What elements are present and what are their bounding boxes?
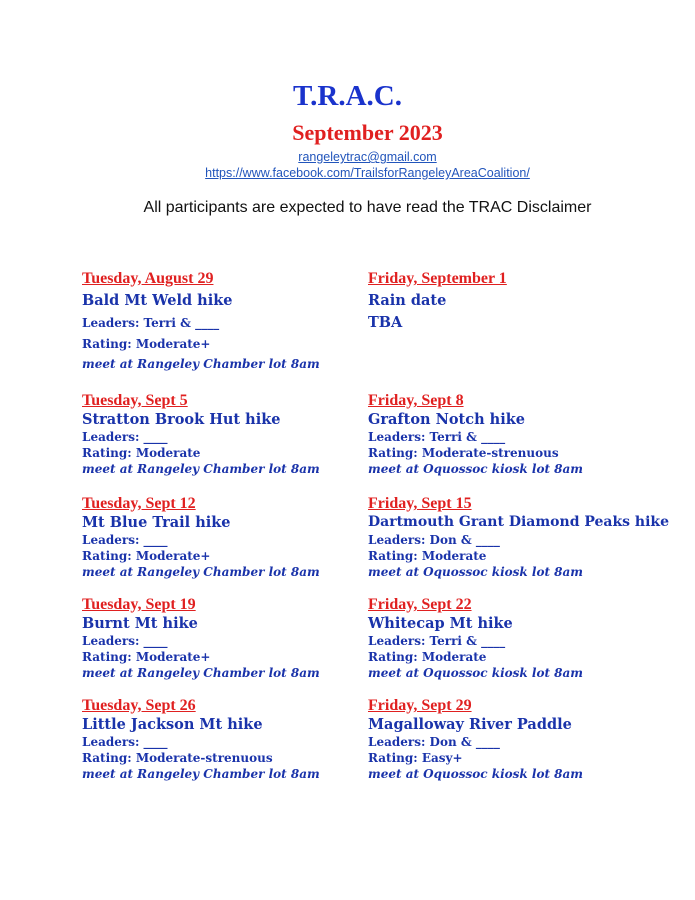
facebook-link[interactable]: https://www.facebook.com/TrailsforRangeleyAreaCoalition/ [205, 166, 530, 180]
event-leaders: Leaders: Terri & ____ [368, 634, 506, 648]
event-title: Rain date [368, 292, 447, 309]
event-leaders: Leaders: Don & ____ [368, 533, 500, 547]
event-date: Friday, Sept 8 [368, 392, 464, 409]
event-title: Grafton Notch hike [368, 411, 525, 428]
event-rating: Rating: Moderate-strenuous [82, 751, 273, 765]
event-date: Friday, Sept 15 [368, 495, 472, 512]
event-title: Dartmouth Grant Diamond Peaks hike [368, 514, 670, 530]
event-leaders: Leaders: ____ [82, 634, 168, 648]
event-date: Tuesday, August 29 [82, 270, 214, 287]
event-meet: meet at Oquossoc kiosk lot 8am [368, 767, 583, 781]
event-card [368, 270, 688, 332]
event-date: Friday, Sept 22 [368, 596, 472, 613]
event-title: Burnt Mt hike [82, 615, 198, 632]
event-leaders: TBA [368, 314, 403, 331]
event-date: Tuesday, Sept 12 [82, 495, 196, 512]
event-rating: Rating: Moderate-strenuous [368, 446, 559, 460]
event-rating: Rating: Moderate [82, 446, 201, 460]
event-date: Tuesday, Sept 5 [82, 392, 188, 409]
event-card [368, 697, 688, 782]
event-card [368, 495, 668, 580]
event-leaders: Leaders: ____ [82, 533, 168, 547]
event-meet: meet at Oquossoc kiosk lot 8am [368, 666, 583, 680]
event-leaders: Leaders: ____ [82, 735, 168, 749]
event-rating: Rating: Moderate+ [82, 549, 211, 563]
event-meet: meet at Rangeley Chamber lot 8am [82, 565, 320, 579]
event-leaders: Leaders: Terri & ____ [368, 430, 506, 444]
org-title: T.R.A.C. [292, 80, 403, 112]
event-meet: meet at Rangeley Chamber lot 8am [82, 462, 320, 476]
event-title: Mt Blue Trail hike [82, 514, 231, 531]
event-meet: meet at Rangeley Chamber lot 8am [82, 666, 320, 680]
event-leaders: Leaders: Don & ____ [368, 735, 500, 749]
event-rating: Rating: Easy+ [368, 751, 463, 765]
event-meet: meet at Oquossoc kiosk lot 8am [368, 462, 583, 476]
event-leaders: Leaders: Terri & ____ [82, 316, 220, 330]
event-date: Tuesday, Sept 26 [82, 697, 196, 714]
event-card [82, 392, 402, 477]
event-meet: meet at Oquossoc kiosk lot 8am [368, 565, 583, 579]
event-card [82, 596, 402, 681]
month-title: September 2023 [292, 120, 443, 145]
event-title: Magalloway River Paddle [368, 716, 572, 733]
event-date: Friday, Sept 29 [368, 697, 472, 714]
event-date: Tuesday, Sept 19 [82, 596, 196, 613]
event-rating: Rating: Moderate [368, 549, 487, 563]
disclaimer-text: All participants are expected to have read the TRAC Disclaimer [143, 199, 592, 216]
event-card [82, 495, 402, 580]
event-leaders: Leaders: ____ [82, 430, 168, 444]
event-meet: meet at Rangeley Chamber lot 8am [82, 357, 320, 371]
event-card [368, 392, 688, 477]
event-card [82, 697, 402, 782]
event-rating: Rating: Moderate+ [82, 337, 211, 351]
event-rating: Rating: Moderate+ [82, 650, 211, 664]
event-meet: meet at Rangeley Chamber lot 8am [82, 767, 320, 781]
event-title: Whitecap Mt hike [368, 615, 513, 632]
event-title: Bald Mt Weld hike [82, 292, 233, 309]
event-rating: Rating: Moderate [368, 650, 487, 664]
event-card [82, 270, 402, 372]
event-date: Friday, September 1 [368, 270, 507, 287]
event-title: Stratton Brook Hut hike [82, 411, 281, 428]
event-card [368, 596, 688, 681]
email-link[interactable]: rangeleytrac@gmail.com [298, 150, 437, 164]
event-title: Little Jackson Mt hike [82, 716, 263, 733]
